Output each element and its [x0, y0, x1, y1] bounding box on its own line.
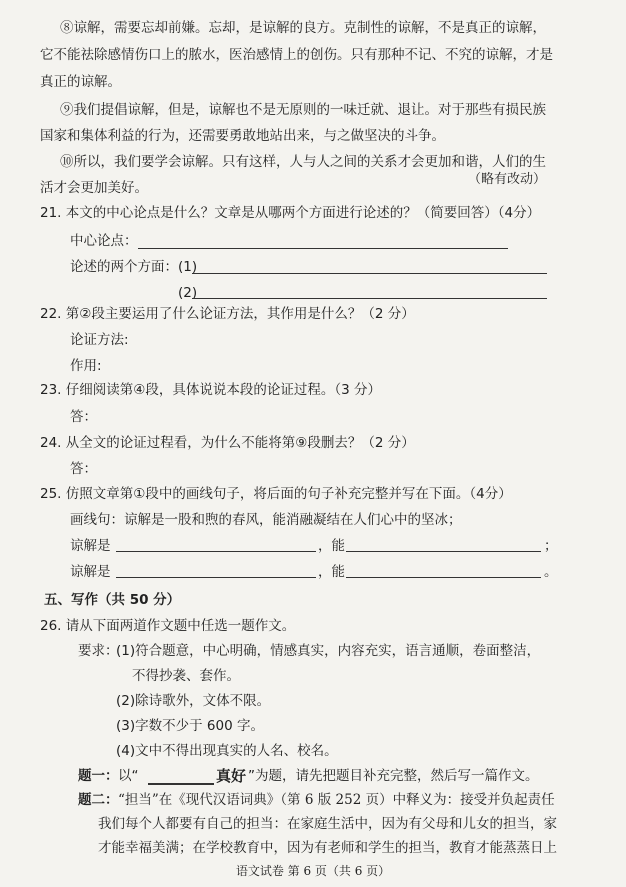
- para8-line2: 它不能祛除感情伤口上的脓水，医治感情上的创伤。只有那种不记、不究的谅解，才是: [40, 47, 553, 63]
- topic2-line2: 我们每个人都要有自己的担当：在家庭生活中，因为有父母和儿女的担当，家: [98, 816, 557, 832]
- topic1-title-blank[interactable]: [148, 783, 214, 785]
- q21-aspect1-blank[interactable]: [192, 273, 547, 274]
- q26-req-label: 要求：: [78, 643, 119, 659]
- q22-effect-label: 作用:: [70, 358, 102, 374]
- q26-req4: (4)文中不得出现真实的人名、校名。: [116, 743, 338, 759]
- q26-req1: (1)符合题意，中心明确，情感真实，内容充实，语言通顺，卷面整洁，: [116, 643, 541, 659]
- q25-line1-end: ；: [544, 538, 558, 554]
- q26-prompt: 26. 请从下面两道作文题中任选一题作文。: [40, 618, 296, 634]
- q26-req3: (3)字数不少于 600 字。: [116, 718, 264, 734]
- q25-line2-blank-a[interactable]: [116, 577, 316, 578]
- topic2-line3: 才能幸福美满；在学校教育中，因为有老师和学生的担当，教育才能蒸蒸日上: [98, 840, 557, 856]
- topic2-line1: “担当”在《现代汉语词典》（第 6 版 252 页）中释义为：接受并负起责任: [118, 792, 555, 808]
- page-footer: 语文试卷 第 6 页（共 6 页）: [235, 864, 391, 878]
- para10-line1: ⑩所以，我们要学会谅解。只有这样，人与人之间的关系才会更加和谐，人们的生: [60, 154, 546, 170]
- q21-prompt: 21. 本文的中心论点是什么？文章是从哪两个方面进行论述的？（简要回答）（4分）: [40, 205, 541, 221]
- q21-aspect2-blank[interactable]: [192, 298, 547, 299]
- topic2-label: 题二：: [78, 792, 119, 808]
- para9-line2: 国家和集体利益的行为，还需要勇敢地站出来，与之做坚决的斗争。: [40, 128, 445, 144]
- q25-line2-blank-b[interactable]: [346, 577, 541, 578]
- q26-req1b: 不得抄袭、套作。: [132, 668, 240, 684]
- q24-prompt: 24. 从全文的论证过程看，为什么不能将第⑨段删去？（2 分）: [40, 435, 415, 451]
- source-note: （略有改动）: [468, 172, 547, 187]
- section5-title: 五、写作（共 50 分）: [44, 592, 181, 608]
- q25-prompt: 25. 仿照文章第①段中的画线句子，将后面的句子补充完整并写在下面。（4分）: [40, 486, 512, 502]
- q25-line1-blank-a[interactable]: [116, 551, 316, 552]
- q25-example: 画线句：谅解是一股和煦的春风，能消融凝结在人们心中的坚冰；: [70, 512, 462, 528]
- topic1-title-word: 真好: [216, 767, 247, 785]
- q22-prompt: 22. 第②段主要运用了什么论证方法，其作用是什么？（2 分）: [40, 306, 415, 322]
- q21-central-blank[interactable]: [138, 248, 508, 249]
- topic1-open-quote: 以“: [118, 768, 139, 784]
- q24-answer-label: 答：: [70, 461, 97, 477]
- para8-line3: 真正的谅解。: [40, 74, 121, 90]
- topic1-instructions: ”为题，请先把题目补充完整，然后写一篇作文。: [248, 768, 539, 784]
- para8-line1: ⑧谅解，需要忘却前嫌。忘却，是谅解的良方。克制性的谅解，不是真正的谅解，: [60, 20, 546, 36]
- q23-prompt: 23. 仔细阅读第④段，具体说说本段的论证过程。（3 分）: [40, 382, 381, 398]
- para10-line2: 活才会更加美好。: [40, 180, 148, 196]
- topic1-label: 题一：: [78, 768, 119, 784]
- q25-line2-end: 。: [544, 564, 558, 580]
- q22-method-label: 论证方法:: [70, 332, 129, 348]
- q21-aspects-label: 论述的两个方面：(1): [70, 259, 198, 275]
- q25-line1-blank-b[interactable]: [346, 551, 541, 552]
- q25-line2-start: 谅解是: [70, 564, 111, 580]
- q23-answer-label: 答：: [70, 409, 97, 425]
- q25-line2-mid: ，能: [318, 564, 345, 580]
- para9-line1: ⑨我们提倡谅解，但是，谅解也不是无原则的一味迁就、退让。对于那些有损民族: [60, 102, 546, 118]
- q25-line1-mid: ，能: [318, 538, 345, 554]
- q21-aspect2-label: (2): [178, 285, 198, 301]
- q21-central-label: 中心论点：: [70, 233, 138, 249]
- q26-req2: (2)除诗歌外，文体不限。: [116, 693, 271, 709]
- q25-line1-start: 谅解是: [70, 538, 111, 554]
